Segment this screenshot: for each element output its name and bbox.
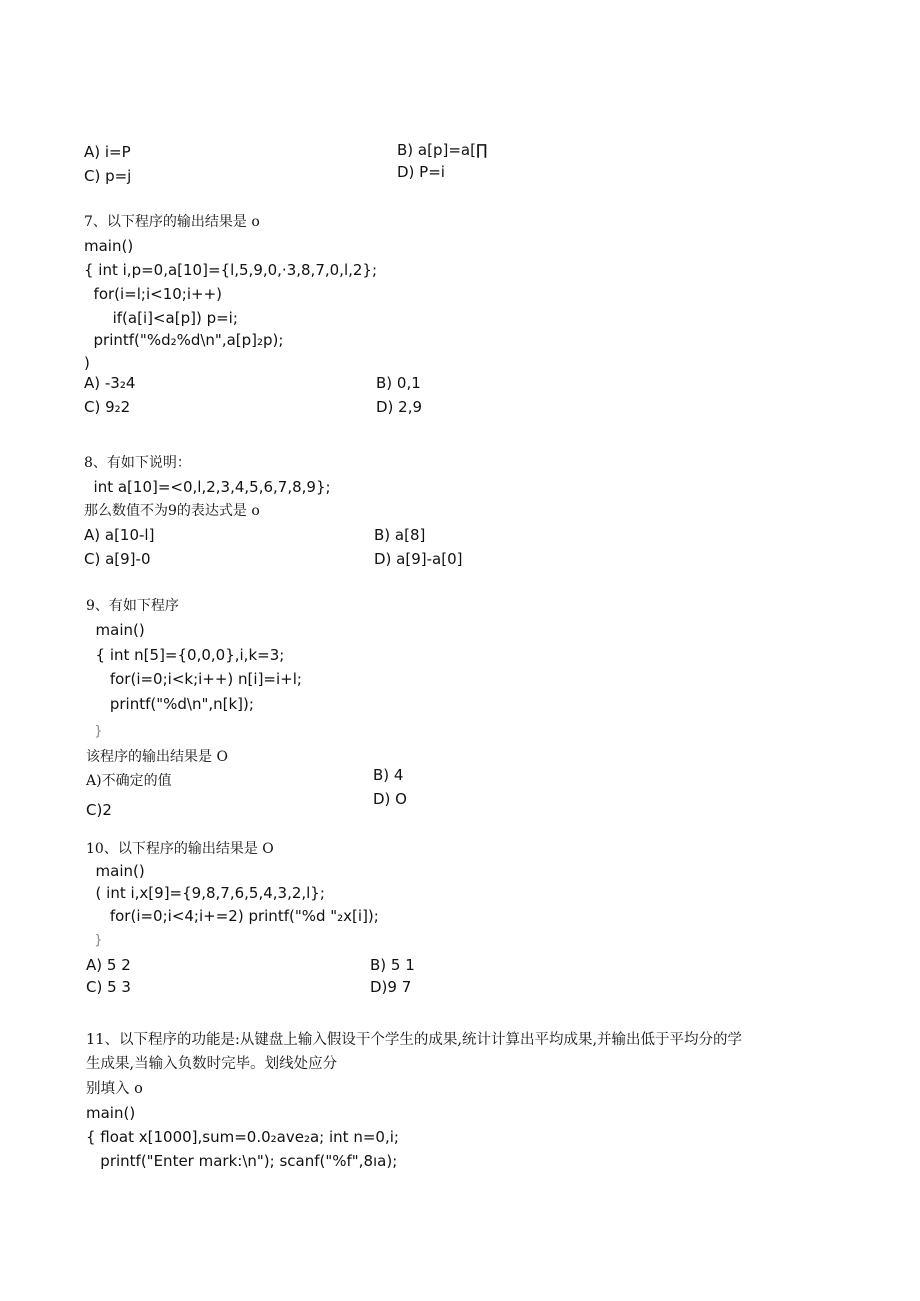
q9-code-line: main() bbox=[86, 621, 145, 639]
q10-option-a: A) 5 2 bbox=[86, 956, 131, 974]
q11-text-line: 11、以下程序的功能是:从键盘上输入假设干个学生的成果,统计计算出平均成果,并输出低于平均分的学 bbox=[86, 1032, 743, 1048]
q9-option-b: B) 4 bbox=[373, 766, 404, 784]
q10-option-b: B) 5 1 bbox=[370, 956, 415, 974]
q11-code-line: { float x[1000],sum=0.0₂ave₂a; int n=0,i; bbox=[86, 1128, 399, 1146]
q11-text-line: 生成果,当输入负数时完毕。划线处应分 bbox=[86, 1056, 338, 1072]
q9-code-line: for(i=0;i<k;i++) n[i]=i+l; bbox=[86, 670, 302, 688]
q11-text-line: 别填入 o bbox=[86, 1081, 143, 1097]
q6-option-c: C) p=j bbox=[84, 167, 132, 185]
q9-code-line: printf("%d\n",n[k]); bbox=[86, 695, 254, 713]
q7-code-line: printf("%d₂%d\n",a[p]₂p); bbox=[84, 331, 284, 349]
q7-code-line: { int i,p=0,a[10]={l,5,9,0,·3,8,7,0,l,2}; bbox=[84, 261, 378, 279]
q8-option-b: B) a[8] bbox=[374, 526, 426, 544]
q10-option-d: D)9 7 bbox=[370, 978, 412, 996]
q11-code-line: main() bbox=[86, 1104, 136, 1122]
q10-title: 10、以下程序的输出结果是 O bbox=[86, 841, 274, 857]
q6-option-b: B) a[p]=a[∏ bbox=[397, 141, 488, 159]
q6-option-d: D) P=i bbox=[397, 163, 445, 181]
q7-option-a: A) -3₂4 bbox=[84, 374, 136, 392]
q9-title: 9、有如下程序 bbox=[86, 598, 179, 614]
q9-code-line: } bbox=[86, 724, 103, 739]
q8-title: 8、有如下说明： bbox=[84, 455, 191, 471]
q9-question: 该程序的输出结果是 O bbox=[86, 749, 228, 765]
q11-code-line: printf("Enter mark:\n"); scanf("%f",8ıa); bbox=[86, 1152, 398, 1170]
q10-option-c: C) 5 3 bbox=[86, 978, 131, 996]
q7-code-line: if(a[i]<a[p]) p=i; bbox=[84, 309, 238, 327]
q9-option-d: D) O bbox=[373, 790, 407, 808]
q7-title: 7、以下程序的输出结果是 o bbox=[84, 214, 260, 230]
q7-code-line: main() bbox=[84, 237, 134, 255]
q7-option-d: D) 2,9 bbox=[376, 398, 423, 416]
q8-option-c: C) a[9]-0 bbox=[84, 550, 151, 568]
q8-question: 那么数值不为9的表达式是 o bbox=[84, 503, 260, 519]
q8-option-a: A) a[10-l] bbox=[84, 526, 155, 544]
q10-code-line: } bbox=[86, 933, 103, 948]
q9-option-a: A)不确定的值 bbox=[86, 773, 172, 789]
q7-code-line: for(i=l;i<10;i++) bbox=[84, 285, 223, 303]
q10-code-line: main() bbox=[86, 862, 145, 880]
q7-code-line: ) bbox=[84, 354, 90, 372]
q8-option-d: D) a[9]-a[0] bbox=[374, 550, 463, 568]
q7-option-c: C) 9₂2 bbox=[84, 398, 131, 416]
q7-option-b: B) 0,1 bbox=[376, 374, 421, 392]
q9-code-line: { int n[5]={0,0,0},i,k=3; bbox=[86, 646, 285, 664]
q10-code-line: for(i=0;i<4;i+=2) printf("%d "₂x[i]); bbox=[86, 907, 379, 925]
q6-option-a: A) i=P bbox=[84, 143, 131, 161]
q8-code: int a[10]=<0,l,2,3,4,5,6,7,8,9}; bbox=[84, 478, 331, 496]
q9-option-c: C)2 bbox=[86, 801, 112, 819]
q10-code-line: ( int i,x[9]={9,8,7,6,5,4,3,2,l}; bbox=[86, 884, 325, 902]
